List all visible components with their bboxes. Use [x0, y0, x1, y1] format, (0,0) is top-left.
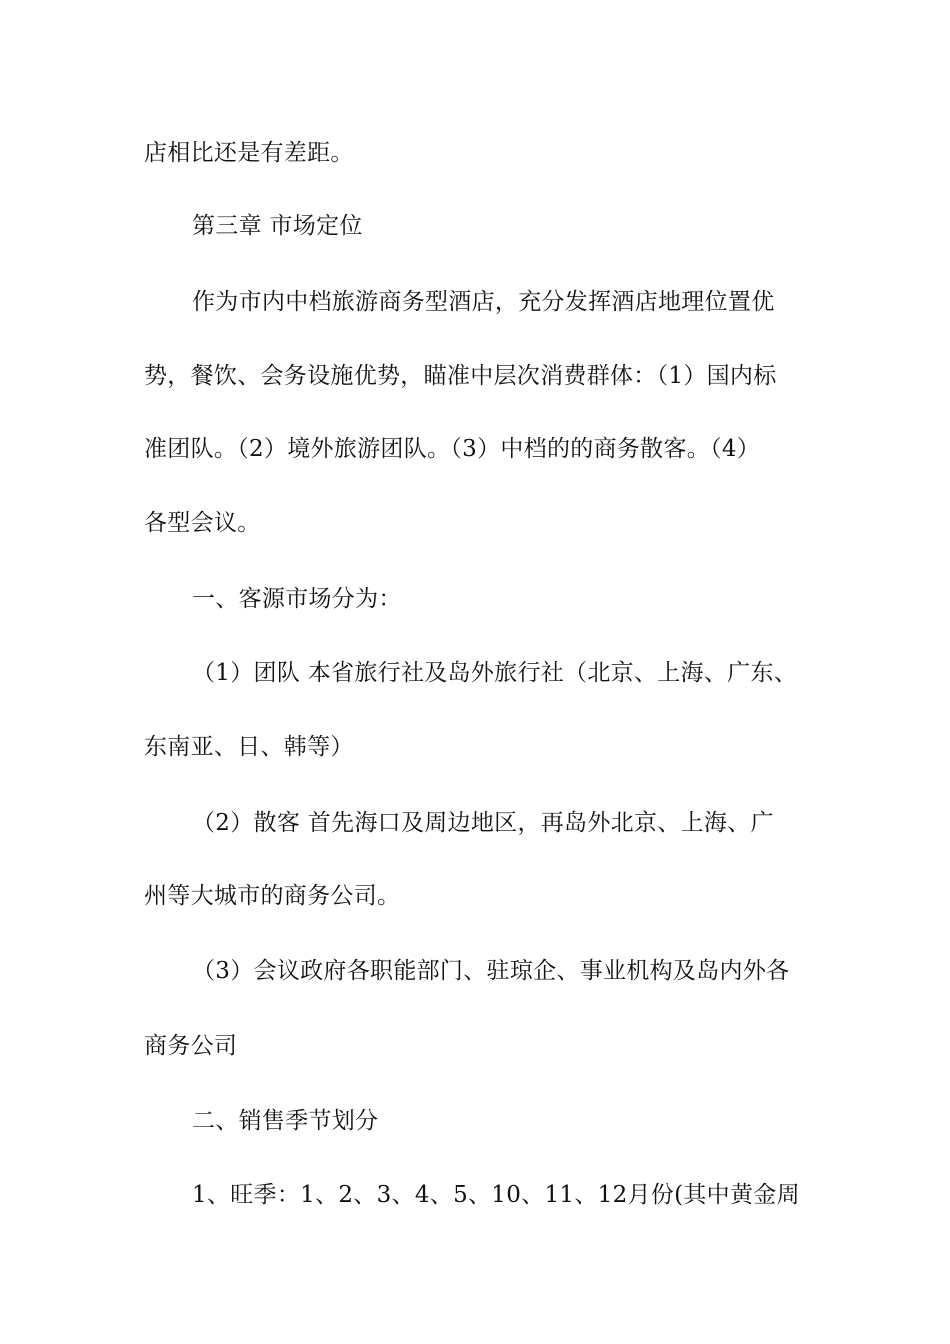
- list-item-line: 东南亚、日、韩等）: [144, 734, 354, 760]
- list-item-line: 州等大城市的商务公司。: [144, 883, 401, 909]
- paragraph-line: 各型会议。: [144, 510, 261, 536]
- chapter-heading: 第三章 市场定位: [192, 213, 363, 239]
- list-item-line: （2）散客 首先海口及周边地区，再岛外北京、上海、广: [192, 810, 774, 836]
- text-line-continuation: 店相比还是有差距。: [144, 140, 354, 166]
- paragraph-line: 作为市内中档旅游商务型酒店，充分发挥酒店地理位置优: [192, 289, 775, 315]
- list-item-line: （3）会议政府各职能部门、驻琼企、事业机构及岛内外各: [192, 958, 790, 984]
- list-item-line: 商务公司: [144, 1033, 238, 1059]
- list-item-line: （1）团队 本省旅行社及岛外旅行社（北京、上海、广东、: [192, 660, 798, 686]
- section-heading: 二、销售季节划分: [192, 1108, 379, 1134]
- paragraph-line: 势，餐饮、会务设施优势，瞄准中层次消费群体：（1）国内标: [144, 363, 777, 389]
- paragraph-line: 准团队。（2）境外旅游团队。（3）中档的的商务散客。（4）: [144, 436, 761, 462]
- paragraph-line: 1、旺季：1、2、3、4、5、10、11、12月份(其中黄金周: [192, 1182, 800, 1208]
- section-heading: 一、客源市场分为：: [192, 586, 402, 612]
